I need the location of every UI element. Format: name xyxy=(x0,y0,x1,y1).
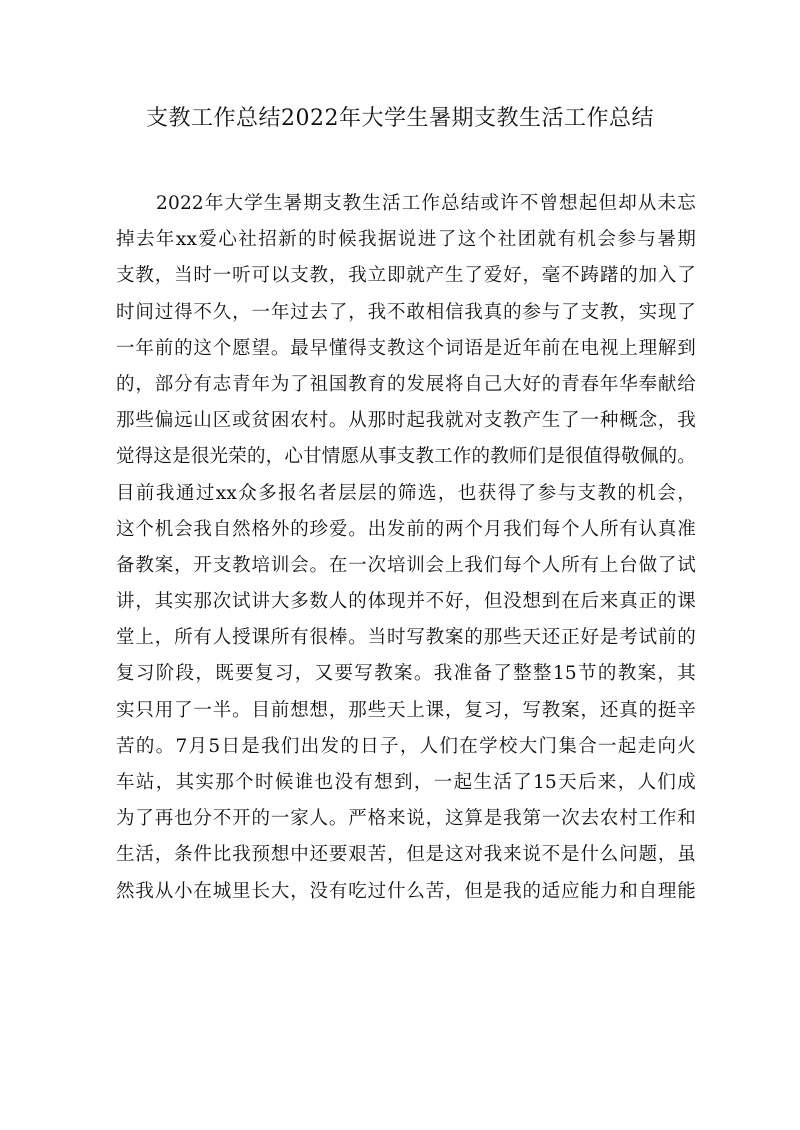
body-line: 讲，其实那次试讲大多数人的体现并不好，但没想到在后来真正的课 xyxy=(116,591,696,613)
document-body xyxy=(116,186,696,910)
body-line: 掉去年xx爱心社招新的时候我据说进了这个社团就有机会参与暑期 xyxy=(116,229,696,251)
body-line: 2022年大学生暑期支教生活工作总结或许不曾想起但却从未忘 xyxy=(156,193,696,214)
body-line: 车站，其实那个时候谁也没有想到，一起生活了15天后来，人们成 xyxy=(116,772,696,793)
body-line: 然我从小在城里长大，没有吃过什么苦，但是我的适应能力和自理能 xyxy=(116,880,696,902)
body-line: 苦的。7月5日是我们出发的日子，人们在学校大门集合一起走向火 xyxy=(116,735,696,757)
body-line: 复习阶段，既要复习，又要写教案。我准备了整整15节的教案，其 xyxy=(116,663,696,685)
body-line: 觉得这是很光荣的，心甘情愿从事支教工作的教师们是很值得敬佩的。 xyxy=(116,446,696,468)
body-line: 目前我通过xx众多报名者层层的筛选，也获得了参与支教的机会， xyxy=(116,482,696,504)
body-line: 一年前的这个愿望。最早懂得支教这个词语是近年前在电视上理解到 xyxy=(116,337,696,359)
body-line: 的，部分有志青年为了祖国教育的发展将自己大好的青春年华奉献给 xyxy=(116,373,696,395)
body-line: 这个机会我自然格外的珍爱。出发前的两个月我们每个人所有认真准 xyxy=(116,518,696,540)
body-line: 那些偏远山区或贫困农村。从那时起我就对支教产生了一种概念，我 xyxy=(116,410,696,432)
body-line: 为了再也分不开的一家人。严格来说，这算是我第一次去农村工作和 xyxy=(116,808,696,830)
body-line: 堂上，所有人授课所有很棒。当时写教案的那些天还正好是考试前的 xyxy=(116,627,696,649)
document-title: 支教工作总结2022年大学生暑期支教生活工作总结 xyxy=(146,106,654,131)
body-line: 时间过得不久，一年过去了，我不敢相信我真的参与了支教，实现了 xyxy=(116,301,696,323)
body-line: 实只用了一半。目前想想，那些天上课，复习，写教案，还真的挺辛 xyxy=(116,699,696,721)
body-line: 支教，当时一听可以支教，我立即就产生了爱好，毫不踌躇的加入了 xyxy=(116,265,696,287)
body-line: 备教案，开支教培训会。在一次培训会上我们每个人所有上台做了试 xyxy=(116,554,696,576)
body-line: 生活，条件比我预想中还要艰苦，但是这对我来说不是什么问题，虽 xyxy=(116,844,696,866)
